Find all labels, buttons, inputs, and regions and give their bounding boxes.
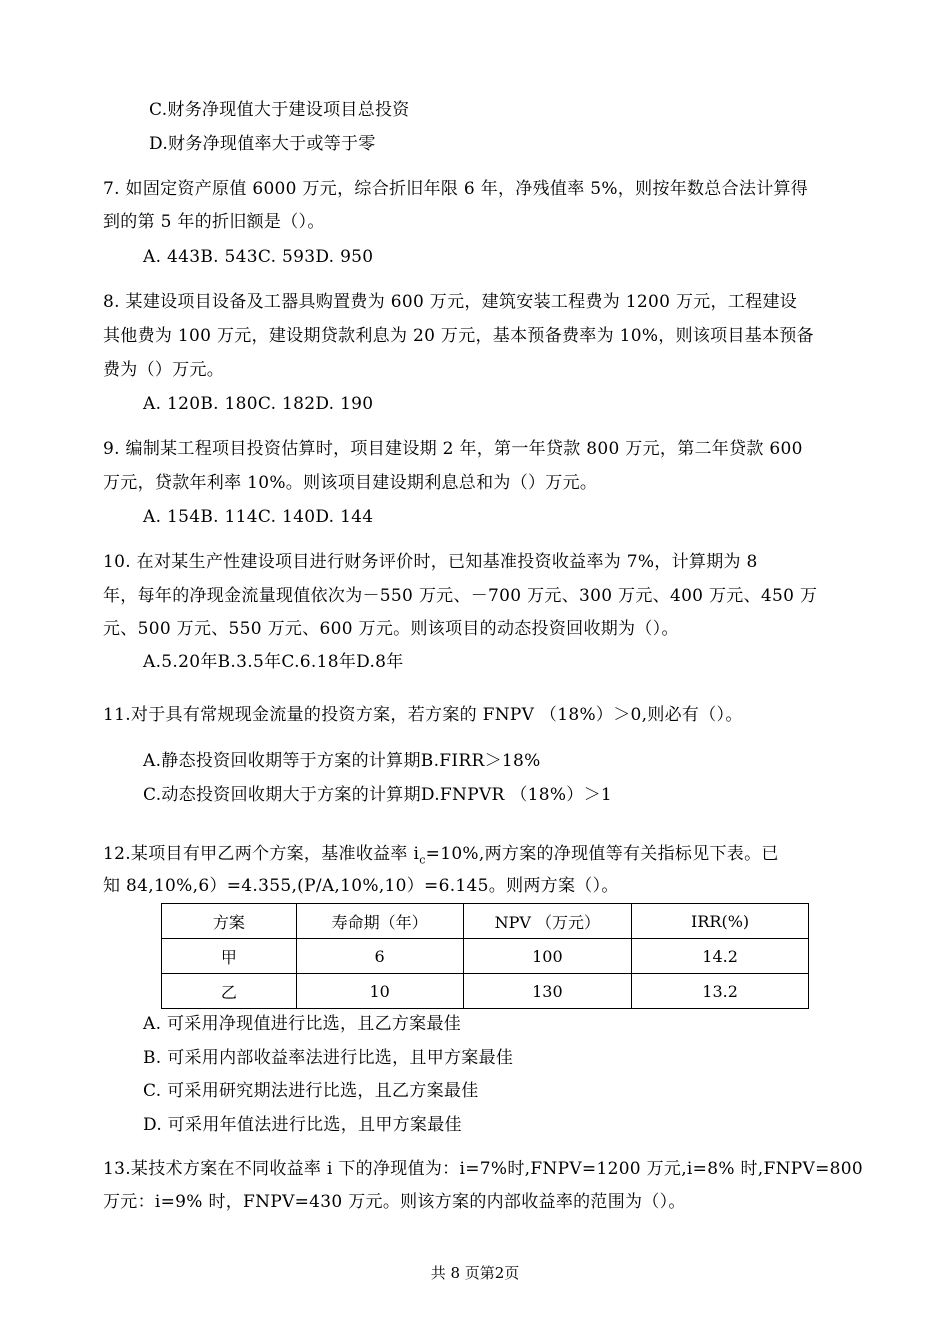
table-cell: 6: [296, 939, 463, 974]
table-cell: 甲: [162, 939, 297, 974]
q12-subscript: c: [419, 853, 426, 867]
q12-line2: 知 84,10%,6）=4.355,(P/A,10%,10）=6.145。则两方案（）。: [103, 876, 619, 896]
table-header-cell: 方案: [162, 904, 297, 939]
q8-line1: 8. 某建设项目设备及工器具购置费为 600 万元，建筑安装工程费为 1200 万元，工程建设: [103, 292, 798, 312]
q8-line2: 其他费为 100 万元，建设期贷款利息为 20 万元，基本预备费率为 10%，则该项目基本预备: [103, 326, 814, 346]
q13-line2: 万元：i=9% 时，FNPV=430 万元。则该方案的内部收益率的范围为（）。: [103, 1192, 686, 1212]
q11-options-cd: C.动态投资回收期大于方案的计算期D.FNPVR （18%）＞1: [143, 785, 613, 805]
table-header-cell: IRR(%): [632, 904, 809, 939]
q9-line1: 9. 编制某工程项目投资估算时，项目建设期 2 年，第一年贷款 800 万元，第二年贷款 600: [103, 439, 803, 459]
table-header-row: [162, 904, 809, 939]
table-cell: 10: [296, 974, 463, 1009]
q12-line1: [103, 843, 779, 871]
q10-line3: 元、500 万元、550 万元、600 万元。则该项目的动态投资回收期为（）。: [103, 619, 679, 639]
q7-line1: 7. 如固定资产原值 6000 万元，综合折旧年限 6 年，净残值率 5%，则按年数总合法计算得: [103, 179, 809, 199]
page-footer: 共 8 页第2页: [430, 1264, 520, 1282]
q8-line3: 费为（）万元。: [103, 360, 225, 380]
q6-option-c: C.财务净现值大于建设项目总投资: [149, 100, 410, 120]
q10-line1: 10. 在对某生产性建设项目进行财务评价时，已知基准投资收益率为 7%，计算期为 8: [103, 552, 758, 572]
q12-option-a: A. 可采用净现值进行比选，且乙方案最佳: [143, 1014, 462, 1034]
q12-option-d: D. 可采用年值法进行比选，且甲方案最佳: [143, 1115, 462, 1135]
q11-line1: 11.对于具有常规现金流量的投资方案，若方案的 FNPV （18%）＞0,则必有（）。: [103, 705, 743, 725]
table-header-cell: 寿命期（年）: [296, 904, 463, 939]
q10-line2: 年，每年的净现金流量现值依次为－550 万元、－700 万元、300 万元、400 万元、450 万: [103, 586, 818, 606]
q7-options: A. 443B. 543C. 593D. 950: [143, 247, 374, 267]
table-cell: 14.2: [632, 939, 809, 974]
table-header-cell: NPV （万元）: [463, 904, 632, 939]
table-row: [162, 939, 809, 974]
q10-options: A.5.20年B.3.5年C.6.18年D.8年: [143, 652, 404, 672]
table-cell: 130: [463, 974, 632, 1009]
q12-option-c: C. 可采用研究期法进行比选，且乙方案最佳: [143, 1081, 479, 1101]
scheme-table: [161, 903, 809, 1009]
q9-options: A. 154B. 114C. 140D. 144: [143, 507, 374, 527]
q11-options-ab: A.静态投资回收期等于方案的计算期B.FIRR＞18%: [143, 751, 541, 771]
q12-line1-part2: =10%,两方案的净现值等有关指标见下表。已: [425, 844, 779, 864]
q7-line2: 到的第 5 年的折旧额是（）。: [103, 212, 325, 232]
table-cell: 100: [463, 939, 632, 974]
q12-line1-part1: 12.某项目有甲乙两个方案，基准收益率 i: [103, 844, 420, 864]
table-row: [162, 974, 809, 1009]
q6-option-d: D.财务净现值率大于或等于零: [149, 134, 376, 154]
table-cell: 13.2: [632, 974, 809, 1009]
q13-line1: 13.某技术方案在不同收益率 i 下的净现值为：i=7%时,FNPV=1200 万元,i=8% 时,FNPV=800: [103, 1159, 863, 1179]
q8-options: A. 120B. 180C. 182D. 190: [143, 394, 374, 414]
q9-line2: 万元，贷款年利率 10%。则该项目建设期利息总和为（）万元。: [103, 473, 598, 493]
q12-option-b: B. 可采用内部收益率法进行比选，且甲方案最佳: [143, 1048, 514, 1068]
table-cell: 乙: [162, 974, 297, 1009]
